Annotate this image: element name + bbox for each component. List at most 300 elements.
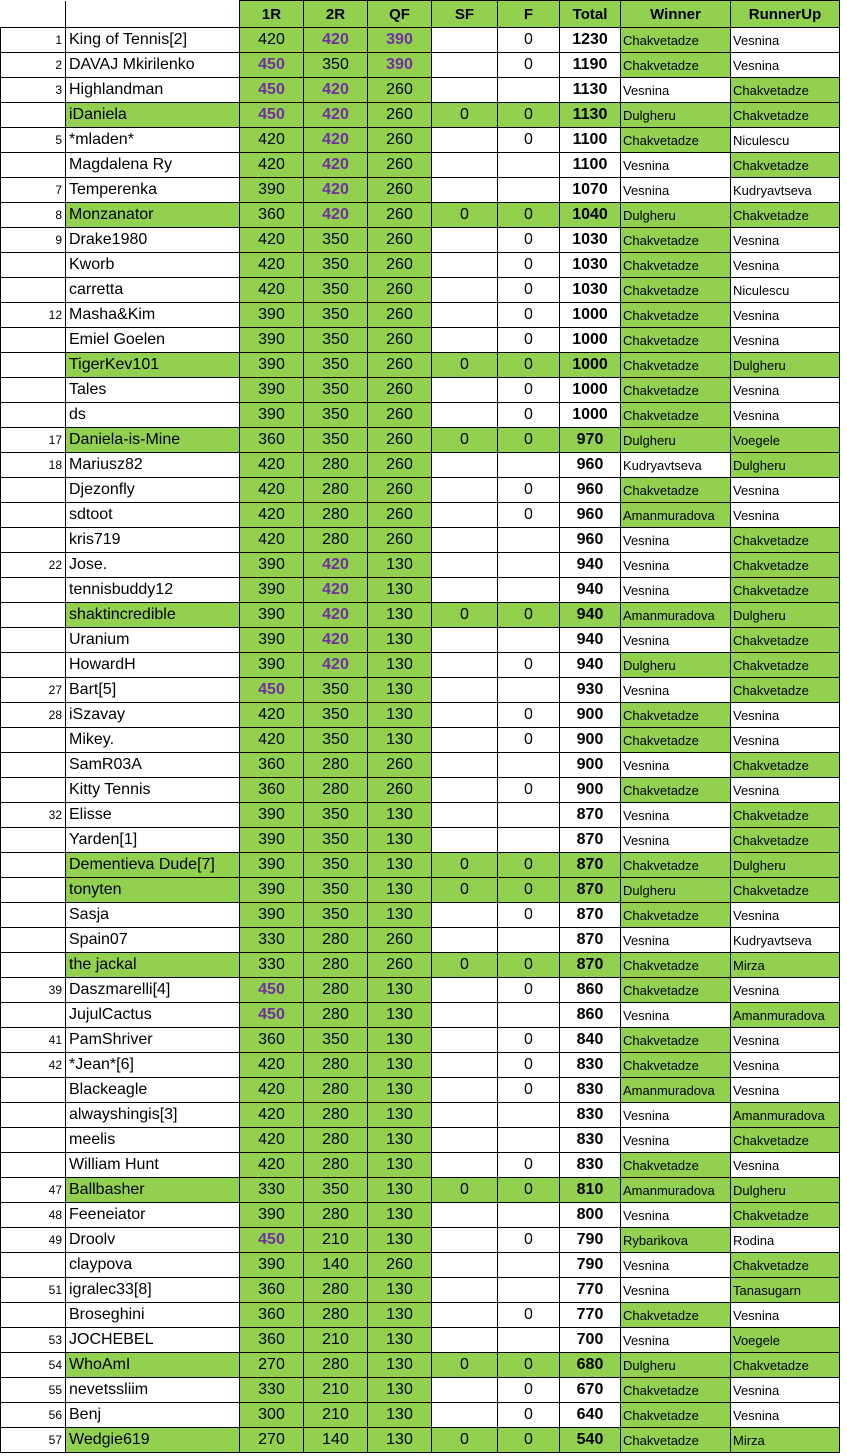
total-score-cell[interactable]: 1000 [560,328,621,353]
final-score-cell[interactable]: 0 [498,303,560,328]
winner-pick-cell[interactable]: Dulgheru [621,1353,731,1378]
semifinal-score-cell[interactable] [432,378,498,403]
final-score-cell[interactable]: 0 [498,203,560,228]
winner-pick-cell[interactable]: Vesnina [621,1003,731,1028]
semifinal-score-cell[interactable] [432,1328,498,1353]
rank-cell[interactable] [1,1253,66,1278]
rank-cell[interactable] [1,353,66,378]
total-score-cell[interactable]: 870 [560,953,621,978]
final-score-cell[interactable]: 0 [498,103,560,128]
winner-pick-cell[interactable]: Amanmuradova [621,603,731,628]
winner-pick-cell[interactable]: Kudryavtseva [621,453,731,478]
winner-pick-cell[interactable]: Amanmuradova [621,1178,731,1203]
round1-score-cell[interactable]: 390 [240,853,304,878]
semifinal-score-cell[interactable] [432,1003,498,1028]
quarterfinal-score-cell[interactable]: 260 [368,953,432,978]
semifinal-score-cell[interactable] [432,128,498,153]
final-score-cell[interactable]: 0 [498,728,560,753]
winner-pick-cell[interactable]: Dulgheru [621,428,731,453]
quarterfinal-score-cell[interactable]: 390 [368,28,432,53]
final-score-cell[interactable]: 0 [498,1028,560,1053]
player-name-cell[interactable]: SamR03A [66,753,240,778]
final-score-cell[interactable]: 0 [498,328,560,353]
player-name-cell[interactable]: Spain07 [66,928,240,953]
winner-pick-cell[interactable]: Dulgheru [621,653,731,678]
round2-score-cell[interactable]: 280 [304,1128,368,1153]
quarterfinal-score-cell[interactable]: 260 [368,428,432,453]
player-name-cell[interactable]: Mariusz82 [66,453,240,478]
round2-score-cell[interactable]: 280 [304,753,368,778]
runnerup-pick-cell[interactable]: Kudryavtseva [731,178,840,203]
total-score-cell[interactable]: 960 [560,503,621,528]
round1-score-cell[interactable]: 450 [240,678,304,703]
round2-score-cell[interactable]: 140 [304,1428,368,1453]
semifinal-score-cell[interactable] [432,678,498,703]
semifinal-score-cell[interactable]: 0 [432,878,498,903]
round1-score-cell[interactable]: 330 [240,928,304,953]
winner-pick-cell[interactable]: Chakvetadze [621,1053,731,1078]
final-score-cell[interactable]: 0 [498,953,560,978]
round1-score-cell[interactable]: 360 [240,203,304,228]
rank-cell[interactable]: 32 [1,803,66,828]
round1-score-cell[interactable]: 360 [240,1328,304,1353]
quarterfinal-score-cell[interactable]: 260 [368,478,432,503]
runnerup-pick-cell[interactable]: Vesnina [731,503,840,528]
total-score-cell[interactable]: 930 [560,678,621,703]
round2-score-cell[interactable]: 350 [304,878,368,903]
semifinal-score-cell[interactable] [432,1378,498,1403]
runnerup-pick-cell[interactable]: Dulgheru [731,853,840,878]
total-score-cell[interactable]: 970 [560,428,621,453]
winner-pick-cell[interactable]: Chakvetadze [621,978,731,1003]
round2-score-cell[interactable]: 280 [304,778,368,803]
round1-score-cell[interactable]: 390 [240,403,304,428]
round1-score-cell[interactable]: 420 [240,1103,304,1128]
semifinal-score-cell[interactable] [432,1128,498,1153]
player-name-cell[interactable]: tonyten [66,878,240,903]
runnerup-pick-cell[interactable]: Vesnina [731,1378,840,1403]
runnerup-pick-cell[interactable]: Vesnina [731,703,840,728]
round1-score-cell[interactable]: 420 [240,153,304,178]
winner-pick-cell[interactable]: Chakvetadze [621,378,731,403]
round1-score-cell[interactable]: 420 [240,253,304,278]
player-name-cell[interactable]: Sasja [66,903,240,928]
quarterfinal-score-cell[interactable]: 260 [368,78,432,103]
player-name-cell[interactable]: WhoAmI [66,1353,240,1378]
round1-score-cell[interactable]: 390 [240,553,304,578]
winner-pick-cell[interactable]: Vesnina [621,528,731,553]
player-name-cell[interactable]: Jose. [66,553,240,578]
player-name-cell[interactable]: Feeneiator [66,1203,240,1228]
winner-pick-cell[interactable]: Vesnina [621,803,731,828]
semifinal-score-cell[interactable] [432,1078,498,1103]
runnerup-pick-cell[interactable]: Chakvetadze [731,628,840,653]
round2-score-cell[interactable]: 420 [304,203,368,228]
winner-pick-cell[interactable]: Vesnina [621,153,731,178]
winner-pick-cell[interactable]: Chakvetadze [621,353,731,378]
round1-score-cell[interactable]: 390 [240,828,304,853]
runnerup-pick-cell[interactable]: Vesnina [731,53,840,78]
runnerup-pick-cell[interactable]: Tanasugarn [731,1278,840,1303]
total-score-cell[interactable]: 870 [560,878,621,903]
rank-cell[interactable] [1,103,66,128]
semifinal-score-cell[interactable] [432,53,498,78]
total-score-cell[interactable]: 830 [560,1153,621,1178]
rank-cell[interactable] [1,478,66,503]
winner-pick-cell[interactable]: Rybarikova [621,1228,731,1253]
final-score-cell[interactable] [498,753,560,778]
winner-pick-cell[interactable]: Chakvetadze [621,953,731,978]
runnerup-pick-cell[interactable]: Vesnina [731,253,840,278]
player-name-cell[interactable]: Benj [66,1403,240,1428]
final-score-cell[interactable] [498,678,560,703]
quarterfinal-score-cell[interactable]: 260 [368,228,432,253]
total-score-cell[interactable]: 870 [560,903,621,928]
round1-score-cell[interactable]: 420 [240,1053,304,1078]
total-score-cell[interactable]: 960 [560,528,621,553]
round1-score-cell[interactable]: 330 [240,1178,304,1203]
semifinal-score-cell[interactable] [432,403,498,428]
semifinal-score-cell[interactable] [432,253,498,278]
total-score-cell[interactable]: 900 [560,703,621,728]
round2-score-cell[interactable]: 350 [304,303,368,328]
round1-score-cell[interactable]: 360 [240,1303,304,1328]
rank-cell[interactable]: 2 [1,53,66,78]
quarterfinal-score-cell[interactable]: 260 [368,528,432,553]
player-name-cell[interactable]: Tales [66,378,240,403]
round1-score-cell[interactable]: 330 [240,953,304,978]
winner-pick-cell[interactable]: Vesnina [621,1278,731,1303]
round1-score-cell[interactable]: 330 [240,1378,304,1403]
round2-score-cell[interactable]: 350 [304,1178,368,1203]
player-name-cell[interactable]: carretta [66,278,240,303]
player-name-cell[interactable]: Temperenka [66,178,240,203]
round1-score-cell[interactable]: 300 [240,1403,304,1428]
round2-score-cell[interactable]: 350 [304,828,368,853]
winner-pick-cell[interactable]: Chakvetadze [621,1378,731,1403]
runnerup-pick-cell[interactable]: Chakvetadze [731,803,840,828]
player-name-cell[interactable]: Dementieva Dude[7] [66,853,240,878]
player-name-cell[interactable]: the jackal [66,953,240,978]
rank-cell[interactable] [1,403,66,428]
round1-score-cell[interactable]: 360 [240,778,304,803]
runnerup-pick-cell[interactable]: Niculescu [731,278,840,303]
quarterfinal-score-cell[interactable]: 260 [368,253,432,278]
player-name-cell[interactable]: Magdalena Ry [66,153,240,178]
final-score-cell[interactable] [498,803,560,828]
rank-cell[interactable]: 18 [1,453,66,478]
semifinal-score-cell[interactable] [432,528,498,553]
semifinal-score-cell[interactable] [432,803,498,828]
runnerup-pick-cell[interactable]: Vesnina [731,903,840,928]
total-score-cell[interactable]: 860 [560,1003,621,1028]
total-score-cell[interactable]: 1000 [560,378,621,403]
winner-pick-cell[interactable]: Vesnina [621,1328,731,1353]
round1-score-cell[interactable]: 450 [240,978,304,1003]
winner-pick-cell[interactable]: Dulgheru [621,878,731,903]
final-score-cell[interactable]: 0 [498,1403,560,1428]
semifinal-score-cell[interactable] [432,278,498,303]
total-score-cell[interactable]: 540 [560,1428,621,1453]
final-score-cell[interactable]: 0 [498,1228,560,1253]
runnerup-pick-cell[interactable]: Mirza [731,1428,840,1453]
final-score-cell[interactable]: 0 [498,878,560,903]
rank-cell[interactable]: 41 [1,1028,66,1053]
round1-score-cell[interactable]: 270 [240,1428,304,1453]
runnerup-pick-cell[interactable]: Vesnina [731,1078,840,1103]
semifinal-score-cell[interactable] [432,653,498,678]
rank-cell[interactable]: 51 [1,1278,66,1303]
winner-pick-cell[interactable]: Chakvetadze [621,278,731,303]
winner-pick-cell[interactable]: Chakvetadze [621,1153,731,1178]
runnerup-pick-cell[interactable]: Vesnina [731,1403,840,1428]
winner-pick-cell[interactable]: Chakvetadze [621,228,731,253]
player-name-cell[interactable]: William Hunt [66,1153,240,1178]
total-score-cell[interactable]: 1130 [560,78,621,103]
semifinal-score-cell[interactable] [432,503,498,528]
final-score-cell[interactable] [498,553,560,578]
runnerup-pick-cell[interactable]: Chakvetadze [731,678,840,703]
semifinal-score-cell[interactable] [432,178,498,203]
round1-score-cell[interactable]: 390 [240,653,304,678]
total-score-cell[interactable]: 960 [560,478,621,503]
total-score-cell[interactable]: 900 [560,728,621,753]
round2-score-cell[interactable]: 210 [304,1228,368,1253]
player-name-cell[interactable]: Emiel Goelen [66,328,240,353]
rank-cell[interactable] [1,328,66,353]
rank-cell[interactable]: 1 [1,28,66,53]
round2-score-cell[interactable]: 350 [304,53,368,78]
round2-score-cell[interactable]: 420 [304,653,368,678]
winner-pick-cell[interactable]: Chakvetadze [621,53,731,78]
rank-cell[interactable] [1,903,66,928]
player-name-cell[interactable]: *mladen* [66,128,240,153]
player-name-cell[interactable]: Yarden[1] [66,828,240,853]
rank-cell[interactable] [1,878,66,903]
total-score-cell[interactable]: 770 [560,1303,621,1328]
semifinal-score-cell[interactable] [432,553,498,578]
rank-cell[interactable]: 7 [1,178,66,203]
column-header-runnerup[interactable]: RunnerUp [731,1,840,28]
player-name-cell[interactable]: iDaniela [66,103,240,128]
total-score-cell[interactable]: 1030 [560,278,621,303]
round2-score-cell[interactable]: 350 [304,278,368,303]
round2-score-cell[interactable]: 280 [304,528,368,553]
player-name-cell[interactable]: meelis [66,1128,240,1153]
quarterfinal-score-cell[interactable]: 260 [368,278,432,303]
round1-score-cell[interactable]: 270 [240,1353,304,1378]
quarterfinal-score-cell[interactable]: 130 [368,678,432,703]
round1-score-cell[interactable]: 390 [240,603,304,628]
round2-score-cell[interactable]: 420 [304,553,368,578]
semifinal-score-cell[interactable] [432,1153,498,1178]
semifinal-score-cell[interactable] [432,303,498,328]
quarterfinal-score-cell[interactable]: 130 [368,1428,432,1453]
semifinal-score-cell[interactable] [432,1053,498,1078]
player-name-cell[interactable]: alwayshingis[3] [66,1103,240,1128]
total-score-cell[interactable]: 790 [560,1253,621,1278]
rank-cell[interactable]: 56 [1,1403,66,1428]
player-name-cell[interactable]: TigerKev101 [66,353,240,378]
semifinal-score-cell[interactable]: 0 [432,428,498,453]
final-score-cell[interactable]: 0 [498,228,560,253]
round2-score-cell[interactable]: 350 [304,678,368,703]
quarterfinal-score-cell[interactable]: 130 [368,1228,432,1253]
final-score-cell[interactable]: 0 [498,1178,560,1203]
round1-score-cell[interactable]: 420 [240,528,304,553]
winner-pick-cell[interactable]: Chakvetadze [621,903,731,928]
runnerup-pick-cell[interactable]: Chakvetadze [731,153,840,178]
winner-pick-cell[interactable]: Chakvetadze [621,703,731,728]
rank-cell[interactable]: 48 [1,1203,66,1228]
round2-score-cell[interactable]: 350 [304,253,368,278]
quarterfinal-score-cell[interactable]: 130 [368,1153,432,1178]
runnerup-pick-cell[interactable]: Amanmuradova [731,1103,840,1128]
final-score-cell[interactable] [498,1128,560,1153]
round1-score-cell[interactable]: 360 [240,428,304,453]
runnerup-pick-cell[interactable]: Dulgheru [731,453,840,478]
runnerup-pick-cell[interactable]: Vesnina [731,1053,840,1078]
rank-cell[interactable]: 5 [1,128,66,153]
total-score-cell[interactable]: 1100 [560,153,621,178]
semifinal-score-cell[interactable]: 0 [432,1428,498,1453]
total-score-cell[interactable]: 1100 [560,128,621,153]
runnerup-pick-cell[interactable]: Vesnina [731,1153,840,1178]
player-name-cell[interactable]: HowardH [66,653,240,678]
round2-score-cell[interactable]: 280 [304,1303,368,1328]
runnerup-pick-cell[interactable]: Mirza [731,953,840,978]
total-score-cell[interactable]: 830 [560,1128,621,1153]
total-score-cell[interactable]: 840 [560,1028,621,1053]
round2-score-cell[interactable]: 350 [304,353,368,378]
round1-score-cell[interactable]: 390 [240,1253,304,1278]
total-score-cell[interactable]: 810 [560,1178,621,1203]
quarterfinal-score-cell[interactable]: 260 [368,403,432,428]
total-score-cell[interactable]: 870 [560,928,621,953]
runnerup-pick-cell[interactable]: Chakvetadze [731,753,840,778]
total-score-cell[interactable]: 1000 [560,303,621,328]
total-score-cell[interactable]: 940 [560,603,621,628]
round1-score-cell[interactable]: 390 [240,903,304,928]
winner-pick-cell[interactable]: Vesnina [621,178,731,203]
player-name-cell[interactable]: *Jean*[6] [66,1053,240,1078]
round2-score-cell[interactable]: 280 [304,1153,368,1178]
quarterfinal-score-cell[interactable]: 130 [368,603,432,628]
round1-score-cell[interactable]: 360 [240,753,304,778]
final-score-cell[interactable]: 0 [498,1153,560,1178]
runnerup-pick-cell[interactable]: Vesnina [731,1028,840,1053]
final-score-cell[interactable] [498,153,560,178]
quarterfinal-score-cell[interactable]: 130 [368,803,432,828]
quarterfinal-score-cell[interactable]: 130 [368,1103,432,1128]
total-score-cell[interactable]: 940 [560,553,621,578]
quarterfinal-score-cell[interactable]: 130 [368,1303,432,1328]
winner-pick-cell[interactable]: Vesnina [621,1203,731,1228]
rank-cell[interactable] [1,928,66,953]
semifinal-score-cell[interactable] [432,453,498,478]
round1-score-cell[interactable]: 420 [240,1078,304,1103]
rank-cell[interactable] [1,503,66,528]
rank-cell[interactable] [1,378,66,403]
runnerup-pick-cell[interactable]: Chakvetadze [731,828,840,853]
quarterfinal-score-cell[interactable]: 130 [368,903,432,928]
total-score-cell[interactable]: 1040 [560,203,621,228]
round2-score-cell[interactable]: 280 [304,1078,368,1103]
semifinal-score-cell[interactable] [432,78,498,103]
player-name-cell[interactable]: Broseghini [66,1303,240,1328]
round2-score-cell[interactable]: 350 [304,803,368,828]
column-header-f[interactable]: F [498,1,560,28]
semifinal-score-cell[interactable] [432,1203,498,1228]
quarterfinal-score-cell[interactable]: 130 [368,728,432,753]
runnerup-pick-cell[interactable]: Chakvetadze [731,203,840,228]
round2-score-cell[interactable]: 350 [304,903,368,928]
winner-pick-cell[interactable]: Vesnina [621,828,731,853]
column-header-qf[interactable]: QF [368,1,432,28]
final-score-cell[interactable]: 0 [498,978,560,1003]
round1-score-cell[interactable]: 450 [240,78,304,103]
round1-score-cell[interactable]: 390 [240,353,304,378]
final-score-cell[interactable]: 0 [498,278,560,303]
semifinal-score-cell[interactable] [432,153,498,178]
final-score-cell[interactable]: 0 [498,403,560,428]
winner-pick-cell[interactable]: Vesnina [621,1253,731,1278]
rank-cell[interactable] [1,753,66,778]
round2-score-cell[interactable]: 210 [304,1403,368,1428]
semifinal-score-cell[interactable] [432,228,498,253]
semifinal-score-cell[interactable]: 0 [432,853,498,878]
player-name-cell[interactable]: Blackeagle [66,1078,240,1103]
semifinal-score-cell[interactable]: 0 [432,1353,498,1378]
runnerup-pick-cell[interactable]: Chakvetadze [731,78,840,103]
final-score-cell[interactable]: 0 [498,28,560,53]
final-score-cell[interactable] [498,1328,560,1353]
quarterfinal-score-cell[interactable]: 260 [368,353,432,378]
total-score-cell[interactable]: 1070 [560,178,621,203]
player-name-cell[interactable]: DAVAJ Mkirilenko [66,53,240,78]
quarterfinal-score-cell[interactable]: 130 [368,1328,432,1353]
round2-score-cell[interactable]: 350 [304,378,368,403]
round2-score-cell[interactable]: 350 [304,703,368,728]
total-score-cell[interactable]: 1190 [560,53,621,78]
final-score-cell[interactable] [498,528,560,553]
round1-score-cell[interactable]: 420 [240,128,304,153]
total-score-cell[interactable]: 940 [560,628,621,653]
runnerup-pick-cell[interactable]: Voegele [731,428,840,453]
runnerup-pick-cell[interactable]: Vesnina [731,303,840,328]
player-name-cell[interactable]: King of Tennis[2] [66,28,240,53]
player-name-cell[interactable]: PamShriver [66,1028,240,1053]
round1-score-cell[interactable]: 390 [240,378,304,403]
final-score-cell[interactable] [498,1278,560,1303]
player-name-cell[interactable]: Drake1980 [66,228,240,253]
runnerup-pick-cell[interactable]: Chakvetadze [731,1128,840,1153]
runnerup-pick-cell[interactable]: Chakvetadze [731,1353,840,1378]
total-score-cell[interactable]: 870 [560,853,621,878]
quarterfinal-score-cell[interactable]: 260 [368,178,432,203]
total-score-cell[interactable]: 860 [560,978,621,1003]
quarterfinal-score-cell[interactable]: 130 [368,1203,432,1228]
column-header-2r[interactable]: 2R [304,1,368,28]
runnerup-pick-cell[interactable]: Vesnina [731,478,840,503]
final-score-cell[interactable]: 0 [498,653,560,678]
round2-score-cell[interactable]: 280 [304,1278,368,1303]
round2-score-cell[interactable]: 280 [304,1353,368,1378]
round1-score-cell[interactable]: 420 [240,1153,304,1178]
total-score-cell[interactable]: 700 [560,1328,621,1353]
rank-cell[interactable] [1,603,66,628]
round2-score-cell[interactable]: 350 [304,728,368,753]
